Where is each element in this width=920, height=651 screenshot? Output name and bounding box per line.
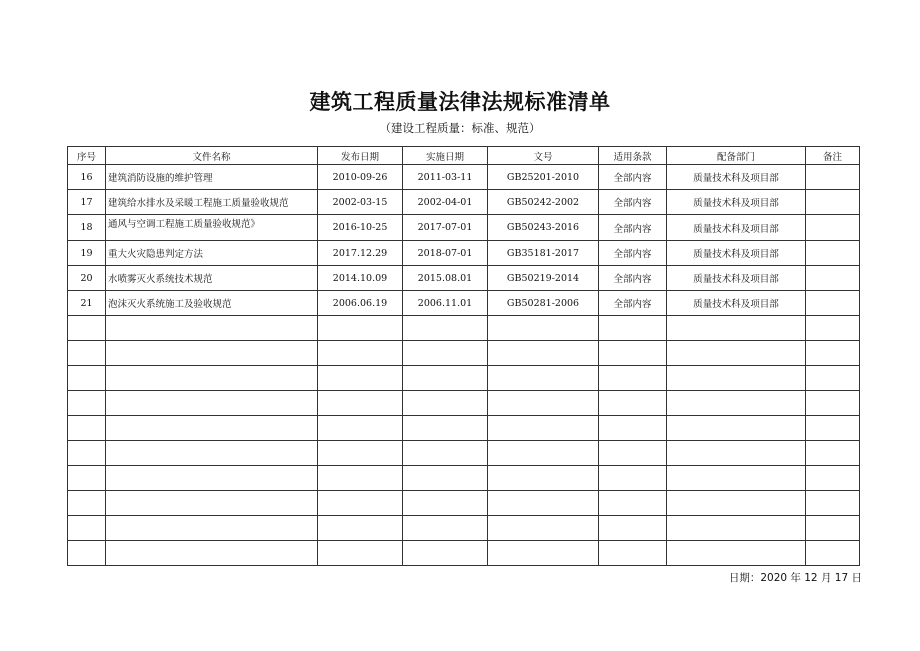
header-release-date: 发布日期 [318, 147, 403, 165]
cell-document-number [488, 416, 599, 441]
cell-release-date [318, 441, 403, 466]
cell-department: 质量技术科及项目部 [667, 291, 806, 316]
cell-document-number [488, 366, 599, 391]
cell-serial [68, 391, 106, 416]
cell-remarks [806, 291, 860, 316]
cell-document-number [488, 316, 599, 341]
cell-department [667, 541, 806, 566]
cell-document-number [488, 491, 599, 516]
table-row [68, 241, 860, 266]
header-effective-date: 实施日期 [403, 147, 488, 165]
cell-remarks [806, 466, 860, 491]
cell-department [667, 391, 806, 416]
cell-remarks [806, 165, 860, 190]
table-row [68, 466, 860, 491]
document-title: 建筑工程质量法律法规标准清单 [309, 90, 611, 114]
cell-applicable-clauses [599, 366, 667, 391]
cell-document-number [488, 441, 599, 466]
cell-release-date [318, 516, 403, 541]
header-applicable-clauses: 适用条款 [599, 147, 667, 165]
cell-file-name [106, 466, 318, 491]
cell-release-date [318, 491, 403, 516]
cell-release-date [318, 466, 403, 491]
cell-release-date: 2014.10.09 [318, 266, 403, 291]
cell-department [667, 516, 806, 541]
cell-release-date: 2002-03-15 [318, 190, 403, 215]
cell-file-name: 泡沫灭火系统施工及验收规范 [106, 291, 318, 316]
table-row [68, 291, 860, 316]
cell-applicable-clauses: 全部内容 [599, 215, 667, 241]
cell-effective-date [403, 491, 488, 516]
header-document-number: 文号 [488, 147, 599, 165]
table-row [68, 441, 860, 466]
cell-applicable-clauses [599, 541, 667, 566]
table-row [68, 165, 860, 190]
header-remarks: 备注 [806, 147, 860, 165]
cell-file-name [106, 441, 318, 466]
cell-release-date: 2006.06.19 [318, 291, 403, 316]
cell-remarks [806, 441, 860, 466]
cell-serial: 21 [68, 291, 106, 316]
table-header-row [68, 147, 860, 165]
document-subtitle: （建设工程质量：标准、规范） [379, 121, 541, 135]
cell-department [667, 366, 806, 391]
cell-effective-date: 2015.08.01 [403, 266, 488, 291]
cell-effective-date [403, 341, 488, 366]
cell-document-number [488, 541, 599, 566]
cell-file-name: 通风与空调工程施工质量验收规范》 [106, 215, 318, 241]
header-file-name: 文件名称 [106, 147, 318, 165]
cell-effective-date [403, 416, 488, 441]
cell-release-date [318, 541, 403, 566]
cell-document-number [488, 391, 599, 416]
cell-applicable-clauses [599, 341, 667, 366]
cell-remarks [806, 391, 860, 416]
cell-applicable-clauses [599, 441, 667, 466]
table-row [68, 416, 860, 441]
cell-department: 质量技术科及项目部 [667, 215, 806, 241]
cell-effective-date: 2018-07-01 [403, 241, 488, 266]
cell-document-number [488, 516, 599, 541]
cell-release-date: 2017.12.29 [318, 241, 403, 266]
cell-effective-date: 2006.11.01 [403, 291, 488, 316]
cell-applicable-clauses: 全部内容 [599, 190, 667, 215]
cell-applicable-clauses [599, 316, 667, 341]
cell-applicable-clauses [599, 516, 667, 541]
cell-department: 质量技术科及项目部 [667, 190, 806, 215]
cell-remarks [806, 366, 860, 391]
cell-remarks [806, 316, 860, 341]
cell-serial [68, 416, 106, 441]
table-row [68, 341, 860, 366]
cell-document-number: GB50281-2006 [488, 291, 599, 316]
cell-release-date [318, 391, 403, 416]
cell-file-name: 建筑消防设施的维护管理 [106, 165, 318, 190]
cell-file-name: 建筑给水排水及采暖工程施工质量验收规范 [106, 190, 318, 215]
table-row [68, 215, 860, 241]
cell-release-date [318, 416, 403, 441]
cell-department: 质量技术科及项目部 [667, 241, 806, 266]
table-row [68, 541, 860, 566]
header-department: 配备部门 [667, 147, 806, 165]
cell-remarks [806, 266, 860, 291]
cell-serial [68, 366, 106, 391]
cell-applicable-clauses [599, 491, 667, 516]
cell-file-name [106, 491, 318, 516]
cell-release-date [318, 316, 403, 341]
document-date: 日期：2020 年 12 月 17 日 [728, 572, 862, 584]
cell-applicable-clauses [599, 416, 667, 441]
cell-department: 质量技术科及项目部 [667, 165, 806, 190]
cell-effective-date [403, 516, 488, 541]
cell-department [667, 491, 806, 516]
cell-applicable-clauses: 全部内容 [599, 266, 667, 291]
table-row [68, 190, 860, 215]
cell-department [667, 441, 806, 466]
header-serial: 序号 [68, 147, 106, 165]
cell-effective-date [403, 316, 488, 341]
cell-applicable-clauses [599, 391, 667, 416]
cell-serial [68, 341, 106, 366]
table-row [68, 491, 860, 516]
cell-effective-date [403, 541, 488, 566]
cell-serial [68, 441, 106, 466]
cell-document-number [488, 341, 599, 366]
cell-remarks [806, 241, 860, 266]
cell-effective-date [403, 441, 488, 466]
cell-effective-date: 2011-03-11 [403, 165, 488, 190]
cell-document-number: GB50219-2014 [488, 266, 599, 291]
cell-effective-date [403, 391, 488, 416]
cell-remarks [806, 491, 860, 516]
cell-department: 质量技术科及项目部 [667, 266, 806, 291]
cell-serial [68, 516, 106, 541]
cell-department [667, 341, 806, 366]
table-row [68, 366, 860, 391]
cell-release-date: 2016-10-25 [318, 215, 403, 241]
cell-file-name: 重大火灾隐患判定方法 [106, 241, 318, 266]
cell-file-name [106, 516, 318, 541]
cell-effective-date: 2002-04-01 [403, 190, 488, 215]
cell-remarks [806, 341, 860, 366]
cell-serial: 20 [68, 266, 106, 291]
cell-remarks [806, 190, 860, 215]
cell-applicable-clauses: 全部内容 [599, 241, 667, 266]
cell-serial [68, 541, 106, 566]
cell-document-number: GB50243-2016 [488, 215, 599, 241]
cell-serial [68, 466, 106, 491]
cell-department [667, 466, 806, 491]
cell-effective-date: 2017-07-01 [403, 215, 488, 241]
cell-department [667, 416, 806, 441]
cell-file-name: 水喷雾灭火系统技术规范 [106, 266, 318, 291]
cell-serial: 17 [68, 190, 106, 215]
cell-remarks [806, 516, 860, 541]
cell-document-number: GB50242-2002 [488, 190, 599, 215]
cell-applicable-clauses: 全部内容 [599, 291, 667, 316]
cell-file-name [106, 541, 318, 566]
cell-release-date [318, 341, 403, 366]
cell-serial [68, 491, 106, 516]
regulations-table [67, 146, 860, 566]
cell-serial [68, 316, 106, 341]
cell-remarks [806, 541, 860, 566]
cell-remarks [806, 215, 860, 241]
cell-file-name [106, 391, 318, 416]
cell-applicable-clauses: 全部内容 [599, 165, 667, 190]
cell-serial: 16 [68, 165, 106, 190]
cell-document-number: GB35181-2017 [488, 241, 599, 266]
table-row [68, 391, 860, 416]
cell-file-name [106, 341, 318, 366]
cell-release-date [318, 366, 403, 391]
cell-file-name [106, 316, 318, 341]
table-row [68, 516, 860, 541]
cell-document-number: GB25201-2010 [488, 165, 599, 190]
cell-effective-date [403, 366, 488, 391]
cell-serial: 18 [68, 215, 106, 241]
cell-document-number [488, 466, 599, 491]
cell-serial: 19 [68, 241, 106, 266]
table-row [68, 266, 860, 291]
cell-file-name [106, 366, 318, 391]
cell-applicable-clauses [599, 466, 667, 491]
cell-department [667, 316, 806, 341]
cell-release-date: 2010-09-26 [318, 165, 403, 190]
cell-remarks [806, 416, 860, 441]
cell-effective-date [403, 466, 488, 491]
table-row [68, 316, 860, 341]
cell-file-name [106, 416, 318, 441]
